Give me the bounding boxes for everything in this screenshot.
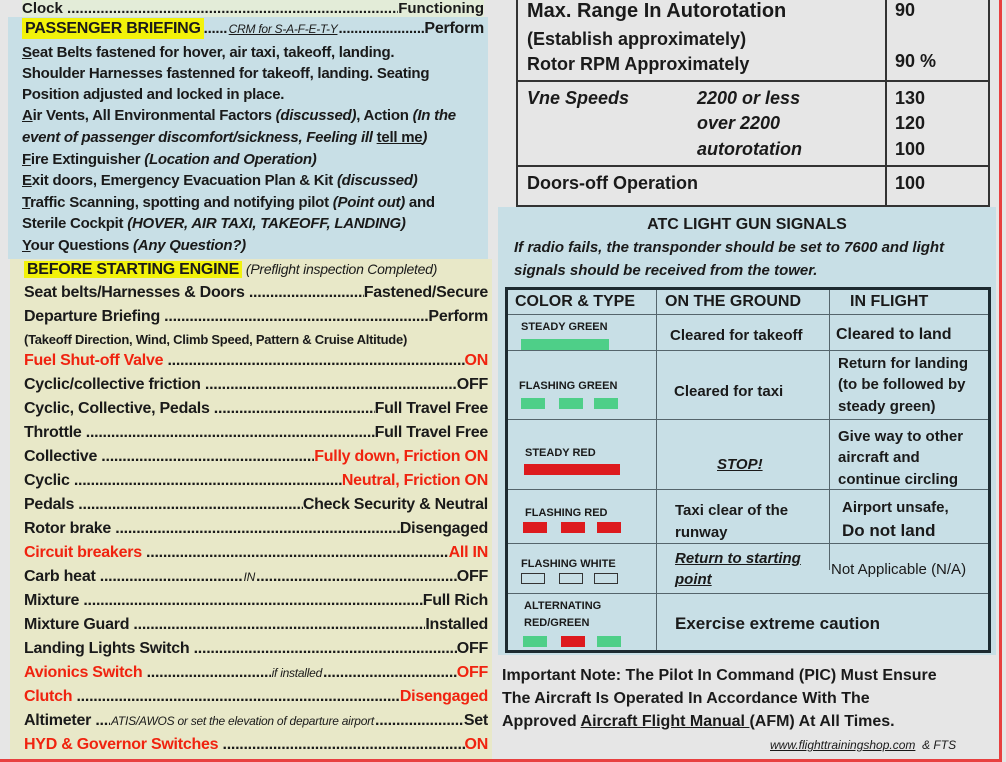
note-line bbox=[502, 710, 937, 733]
checklist-item bbox=[24, 446, 488, 467]
item-label: Fuel Shut-off Valve bbox=[24, 352, 164, 369]
dots bbox=[146, 542, 449, 563]
flight-meaning: Give way to other bbox=[838, 428, 964, 445]
text: (HOVER, AIR TAXI, TAKEOFF, LANDING) bbox=[127, 215, 406, 232]
briefing-line bbox=[22, 170, 486, 191]
dots bbox=[205, 374, 457, 395]
flight-meaning: (to be followed by bbox=[838, 376, 966, 393]
checklist-item bbox=[24, 542, 488, 563]
signal-type: FLASHING WHITE bbox=[521, 558, 616, 570]
max-range-label: Max. Range In Autorotation bbox=[527, 0, 787, 22]
signal-type: STEADY GREEN bbox=[521, 321, 608, 333]
briefing-line bbox=[22, 149, 486, 170]
item-label: Landing Lights Switch bbox=[24, 640, 190, 657]
briefing-line bbox=[22, 127, 486, 148]
dot-leader bbox=[67, 0, 398, 17]
text: ire Extinguisher bbox=[30, 151, 145, 168]
dot-leader bbox=[204, 18, 425, 40]
atc-intro: signals should be received from the tower. bbox=[514, 262, 818, 279]
doors-off-label: Doors-off Operation bbox=[527, 173, 698, 193]
text: (In the bbox=[412, 107, 456, 124]
checklist-item bbox=[24, 590, 488, 611]
checklist-item bbox=[24, 350, 488, 371]
dots bbox=[167, 350, 464, 371]
text: event of passenger discomfort/sickness, Feeling ill bbox=[22, 129, 377, 146]
dot-leader bbox=[147, 662, 457, 684]
acronym-letter: E bbox=[22, 172, 32, 189]
flight-meaning: Return for landing bbox=[838, 355, 968, 372]
acronym-letter: T bbox=[22, 194, 31, 211]
atc-light-gun-signals bbox=[498, 207, 996, 655]
item-value: Installed bbox=[425, 616, 488, 633]
vne-value: 100 bbox=[895, 139, 926, 159]
item-value: OFF bbox=[456, 640, 488, 657]
checklist-item bbox=[24, 638, 488, 659]
dot-leader bbox=[194, 638, 457, 659]
item-label: Collective bbox=[24, 448, 98, 465]
vne-weight-label: 2200 or less bbox=[697, 88, 801, 108]
text: ) bbox=[422, 129, 428, 146]
dots bbox=[214, 398, 375, 419]
dots bbox=[115, 518, 400, 539]
item-value: Set bbox=[463, 712, 488, 729]
annotation: CRM for S-A-F-E-T-Y bbox=[228, 22, 338, 36]
row-divider bbox=[508, 314, 988, 315]
checklist-item bbox=[24, 282, 488, 303]
text: (Point out) bbox=[332, 194, 405, 211]
dots bbox=[147, 662, 271, 683]
flash-green-swatch bbox=[559, 398, 583, 409]
checklist-item bbox=[24, 734, 488, 755]
passenger-briefing-section bbox=[8, 17, 488, 259]
checklist-item bbox=[24, 566, 488, 588]
signal-type: RED/GREEN bbox=[524, 617, 590, 629]
briefing-line bbox=[22, 192, 486, 213]
item-label: Avionics Switch bbox=[24, 664, 143, 681]
ground-meaning: Cleared for takeoff bbox=[670, 327, 803, 344]
text: raffic Scanning, spotting and notifying pilot bbox=[30, 194, 333, 211]
item-label: Rotor brake bbox=[24, 520, 112, 537]
dot-leader bbox=[115, 518, 400, 539]
note-line: Important Note: The Pilot In Command (PIC) Must Ensure bbox=[502, 667, 937, 684]
row-divider bbox=[508, 350, 988, 351]
item-value: Check Security & Neutral bbox=[302, 496, 488, 513]
alt-green-swatch bbox=[523, 636, 547, 647]
dots bbox=[223, 734, 465, 755]
flight-meaning: Do not land bbox=[842, 521, 936, 540]
annotation: ATIS/AWOS or set the elevation of departure airport bbox=[111, 714, 374, 728]
checklist-item bbox=[24, 518, 488, 539]
item-value: Disengaged bbox=[399, 688, 488, 705]
text: Approved bbox=[502, 713, 581, 730]
item-label: Departure Briefing bbox=[24, 308, 160, 325]
briefing-line bbox=[22, 63, 486, 84]
text: (discussed) bbox=[275, 107, 357, 124]
passenger-briefing-header bbox=[22, 18, 484, 40]
establish-label: (Establish approximately) bbox=[527, 29, 747, 49]
col-divider bbox=[829, 290, 830, 570]
column-divider bbox=[885, 0, 887, 205]
item-value: Functioning bbox=[398, 0, 484, 17]
annotation: IN bbox=[243, 570, 256, 584]
item-label: Circuit breakers bbox=[24, 544, 142, 561]
item-label: Throttle bbox=[24, 424, 82, 441]
dots bbox=[204, 18, 228, 39]
acronym-letter: A bbox=[22, 107, 33, 124]
text: , Action bbox=[356, 107, 413, 124]
border-right bbox=[999, 0, 1002, 760]
item-value: OFF bbox=[456, 376, 488, 393]
dots bbox=[249, 282, 364, 303]
checklist-item bbox=[24, 710, 488, 732]
dots bbox=[101, 446, 314, 467]
dots bbox=[95, 710, 110, 731]
ground-meaning: STOP! bbox=[717, 456, 763, 473]
signal-type: FLASHING RED bbox=[525, 507, 608, 519]
item-label: HYD & Governor Switches bbox=[24, 736, 219, 753]
vne-label: Vne Speeds bbox=[527, 88, 630, 108]
vne-weight-label: autorotation bbox=[697, 139, 802, 159]
dot-leader bbox=[95, 710, 464, 732]
dot-leader bbox=[76, 686, 399, 707]
dots bbox=[100, 566, 243, 587]
briefing-line bbox=[22, 213, 486, 234]
section-title: BEFORE STARTING ENGINE bbox=[24, 261, 242, 278]
text: ir Vents, All Environmental Factors bbox=[32, 107, 276, 124]
ground-meaning: point bbox=[675, 571, 712, 588]
rotor-rpm-value: 90 % bbox=[895, 51, 937, 71]
dot-leader bbox=[78, 494, 303, 515]
text: eat Belts fastened for hover, air taxi, takeoff, landing. bbox=[31, 44, 395, 61]
item-value: Full Rich bbox=[422, 592, 488, 609]
flash-red-swatch bbox=[523, 522, 547, 533]
website-credit bbox=[770, 738, 956, 752]
ground-meaning: Cleared for taxi bbox=[674, 383, 784, 400]
acronym-letter: S bbox=[22, 44, 32, 61]
dot-leader bbox=[146, 542, 449, 563]
dot-leader bbox=[167, 350, 464, 371]
text: our Questions bbox=[30, 237, 133, 254]
item-value: OFF bbox=[456, 568, 488, 585]
text: (Any Question?) bbox=[133, 237, 246, 254]
item-label: Cyclic/collective friction bbox=[24, 376, 201, 393]
item-value: Perform bbox=[428, 308, 488, 325]
before-starting-header bbox=[24, 259, 488, 280]
steady-red-swatch bbox=[524, 464, 620, 475]
flight-meaning: Cleared to land bbox=[836, 326, 952, 343]
checklist-item bbox=[24, 662, 488, 684]
atc-intro: If radio fails, the transponder should be set to 7600 and light bbox=[514, 239, 945, 256]
dots bbox=[76, 686, 399, 707]
dot-leader bbox=[83, 590, 422, 611]
signals-table bbox=[505, 287, 991, 653]
flash-white-swatch bbox=[521, 573, 545, 584]
dots bbox=[164, 306, 428, 327]
dots bbox=[256, 566, 457, 587]
dots bbox=[74, 470, 342, 491]
item-label: Clock bbox=[22, 0, 63, 17]
briefing-line bbox=[22, 42, 486, 63]
dots bbox=[83, 590, 422, 611]
departure-briefing-note: (Takeoff Direction, Wind, Climb Speed, Pattern & Cruise Altitude) bbox=[24, 332, 408, 347]
text: Shoulder Harnesses fastenned for takeoff, landing. Seating bbox=[22, 65, 430, 82]
dots bbox=[194, 638, 457, 659]
flash-red-swatch bbox=[597, 522, 621, 533]
item-label: Cyclic, Collective, Pedals bbox=[24, 400, 210, 417]
checklist-item bbox=[24, 470, 488, 491]
row-divider bbox=[518, 80, 988, 82]
text: (Location and Operation) bbox=[144, 151, 317, 168]
briefing-line bbox=[22, 84, 486, 105]
row-divider bbox=[518, 165, 988, 167]
text: Sterile Cockpit bbox=[22, 215, 128, 232]
important-note bbox=[502, 664, 937, 733]
flash-white-swatch bbox=[559, 573, 583, 584]
ground-meaning: Taxi clear of the bbox=[675, 502, 789, 519]
acronym-letter: F bbox=[22, 151, 31, 168]
dots bbox=[323, 662, 457, 683]
dot-leader bbox=[249, 282, 364, 303]
text: Position adjusted and locked in place. bbox=[22, 86, 285, 103]
max-range-value: 90 bbox=[895, 0, 916, 20]
flight-meaning: Airport unsafe, bbox=[842, 499, 949, 516]
vne-value: 120 bbox=[895, 113, 926, 133]
dot-leader bbox=[205, 374, 457, 395]
flight-meaning: steady green) bbox=[838, 398, 936, 415]
dots bbox=[78, 494, 303, 515]
signal-type: ALTERNATING bbox=[524, 600, 602, 612]
dots bbox=[375, 710, 464, 731]
flash-red-swatch bbox=[561, 522, 585, 533]
dot-leader bbox=[223, 734, 465, 755]
rotor-rpm-label: Rotor RPM Approximately bbox=[527, 54, 750, 74]
steady-green-swatch bbox=[521, 339, 609, 350]
flight-meaning: Not Applicable (N/A) bbox=[831, 561, 967, 578]
item-value: Disengaged bbox=[399, 520, 488, 537]
flight-meaning: aircraft and bbox=[838, 449, 920, 466]
credit-suffix: & FTS bbox=[922, 738, 957, 752]
briefing-line bbox=[22, 105, 486, 126]
item-value: OFF bbox=[456, 664, 488, 681]
dot-leader bbox=[100, 566, 457, 588]
ground-meaning: Return to starting bbox=[675, 550, 801, 567]
flash-green-swatch bbox=[521, 398, 545, 409]
checklist-item bbox=[24, 614, 488, 635]
both-meaning: Exercise extreme caution bbox=[675, 614, 881, 633]
annotation: if installed bbox=[271, 666, 322, 680]
dots bbox=[86, 422, 375, 443]
dot-leader bbox=[74, 470, 342, 491]
vne-value: 130 bbox=[895, 88, 926, 108]
afm-text: Aircraft Flight Manual bbox=[580, 713, 750, 730]
alt-green-swatch bbox=[597, 636, 621, 647]
checklist-item bbox=[24, 374, 488, 395]
item-label: Altimeter bbox=[24, 712, 92, 729]
dot-leader bbox=[133, 614, 425, 635]
item-value: ON bbox=[464, 736, 488, 753]
vne-weight-label: over 2200 bbox=[697, 113, 781, 133]
item-label: Mixture Guard bbox=[24, 616, 130, 633]
item-value: Full Travel Free bbox=[374, 424, 488, 441]
section-subtitle: (Preflight inspection Completed) bbox=[245, 261, 438, 277]
header-color-type: COLOR & TYPE bbox=[515, 293, 636, 310]
text: and bbox=[404, 194, 435, 211]
ground-meaning: runway bbox=[675, 524, 728, 541]
flight-meaning: continue circling bbox=[838, 471, 959, 488]
item-label: Carb heat bbox=[24, 568, 96, 585]
dot-leader bbox=[164, 306, 428, 327]
item-value: Fastened/Secure bbox=[363, 284, 488, 301]
speeds-table bbox=[516, 0, 990, 207]
briefing-line bbox=[22, 235, 486, 256]
row-divider bbox=[508, 543, 988, 544]
item-value: Full Travel Free bbox=[374, 400, 488, 417]
signal-type: STEADY RED bbox=[525, 447, 596, 459]
flash-green-swatch bbox=[594, 398, 618, 409]
item-value: All IN bbox=[448, 544, 488, 561]
checklist-item bbox=[24, 686, 488, 707]
text: tell me bbox=[376, 129, 423, 146]
item-label: Pedals bbox=[24, 496, 75, 513]
checklist-item bbox=[24, 494, 488, 515]
row-divider bbox=[508, 593, 988, 594]
checklist-item bbox=[24, 422, 488, 443]
item-value: Neutral, Friction ON bbox=[341, 472, 488, 489]
dot-leader bbox=[101, 446, 314, 467]
website-link[interactable]: www.flighttrainingshop.com bbox=[770, 738, 916, 752]
item-label: Seat belts/Harnesses & Doors bbox=[24, 284, 245, 301]
item-label: Cyclic bbox=[24, 472, 70, 489]
doors-off-value: 100 bbox=[895, 173, 926, 193]
item-label: Clutch bbox=[24, 688, 73, 705]
row-divider bbox=[508, 419, 988, 420]
item-value: Fully down, Friction ON bbox=[314, 448, 488, 465]
dot-leader bbox=[86, 422, 375, 443]
text: (AFM) At All Times. bbox=[749, 713, 895, 730]
note-line: The Aircraft Is Operated In Accordance With The bbox=[502, 690, 870, 707]
text: xit doors, Emergency Evacuation Plan & Kit bbox=[31, 172, 337, 189]
alt-red-swatch bbox=[561, 636, 585, 647]
header-on-ground: ON THE GROUND bbox=[665, 293, 801, 310]
section-title: PASSENGER BRIEFING bbox=[22, 18, 204, 39]
dots bbox=[338, 18, 424, 39]
acronym-letter: Y bbox=[22, 237, 31, 254]
signal-type: FLASHING GREEN bbox=[519, 380, 618, 392]
checklist-item bbox=[24, 398, 488, 419]
text: (discussed) bbox=[336, 172, 418, 189]
item-value: Perform bbox=[424, 20, 484, 37]
header-in-flight: IN FLIGHT bbox=[850, 293, 929, 310]
flash-white-swatch bbox=[594, 573, 618, 584]
checklist-item bbox=[24, 306, 488, 327]
dots bbox=[133, 614, 425, 635]
col-divider bbox=[656, 290, 657, 650]
clock-item-partial bbox=[22, 0, 484, 17]
before-starting-engine-section bbox=[10, 259, 492, 760]
item-value: ON bbox=[464, 352, 488, 369]
row-divider bbox=[508, 489, 988, 490]
dot-leader bbox=[214, 398, 375, 419]
atc-title: ATC LIGHT GUN SIGNALS bbox=[647, 216, 847, 233]
item-label: Mixture bbox=[24, 592, 80, 609]
